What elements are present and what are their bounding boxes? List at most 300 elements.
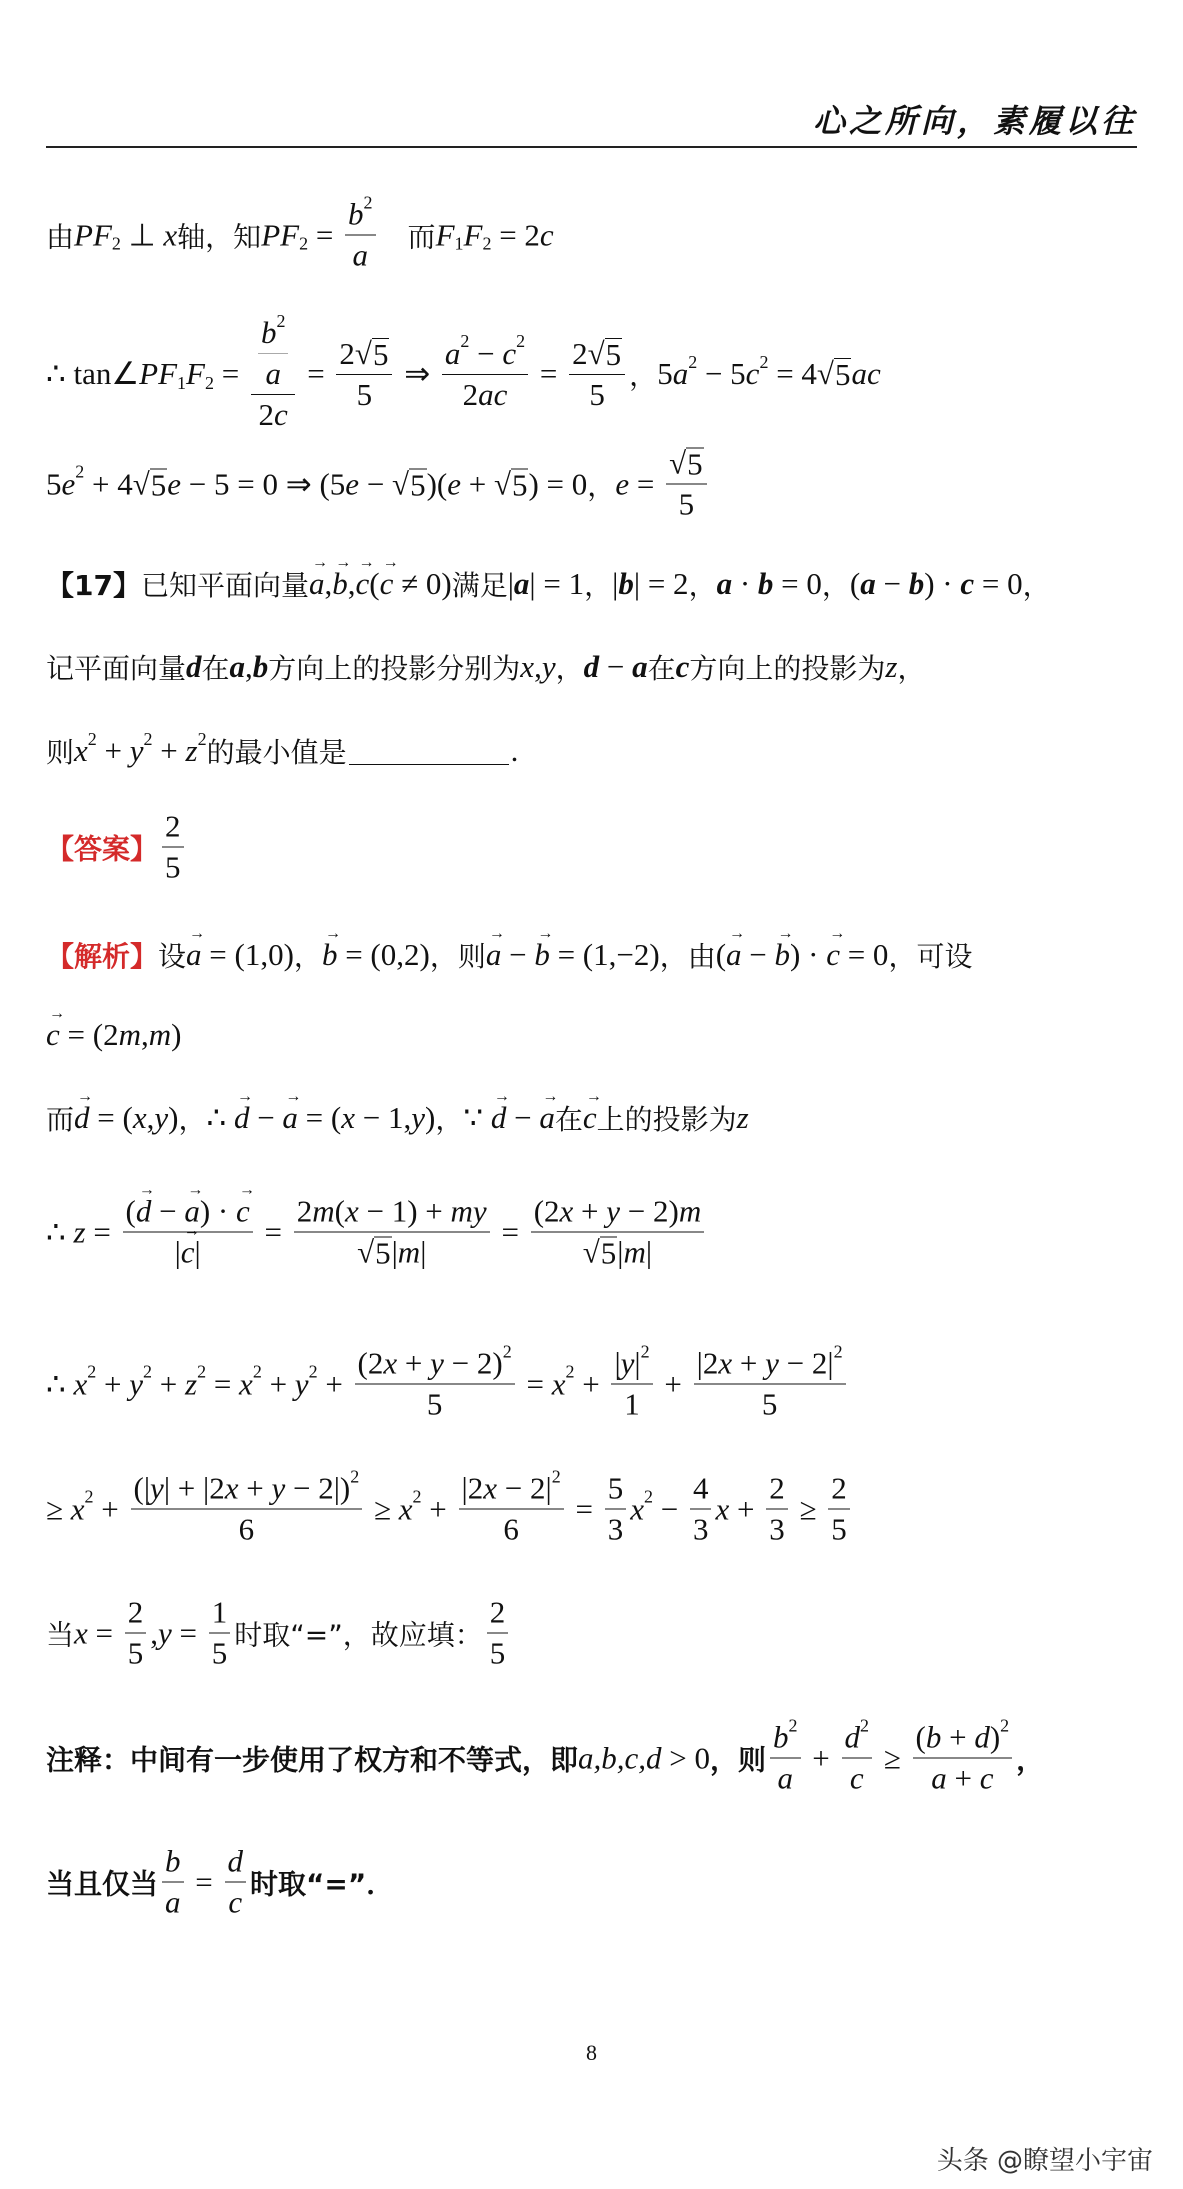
analysis-line-2 xyxy=(46,1017,181,1053)
fraction xyxy=(766,1471,788,1548)
numerator xyxy=(225,1844,247,1883)
denominator xyxy=(766,1510,788,1548)
math-var: y xyxy=(271,1470,286,1506)
math-text: | xyxy=(612,566,619,601)
math-text: 4 xyxy=(692,1470,709,1506)
math-text: 2 xyxy=(489,1594,506,1630)
text: ，由 xyxy=(659,940,716,973)
analysis-line-1 xyxy=(46,935,972,975)
question-17-line-3 xyxy=(46,728,519,771)
math-var: c xyxy=(274,397,288,432)
section-label: 【答案】 xyxy=(46,832,159,865)
fraction xyxy=(913,1715,1013,1797)
math-var: y xyxy=(158,1615,172,1650)
math-text: = 0 xyxy=(773,566,822,601)
math-var: m xyxy=(148,1017,172,1052)
text: 设 xyxy=(158,940,187,973)
math-text: + xyxy=(656,1366,690,1401)
math-vector-bold: b xyxy=(757,566,774,601)
math-var: PF xyxy=(74,217,112,252)
math-vector: → c xyxy=(181,1235,195,1271)
text: ， xyxy=(435,1103,464,1136)
math-text: 5 xyxy=(489,1635,506,1671)
math-text: = xyxy=(299,356,333,391)
text: ，则 xyxy=(429,940,486,973)
analysis-line-3 xyxy=(46,1098,749,1138)
math-text: ∴ xyxy=(46,1366,74,1401)
square-root xyxy=(355,336,390,372)
math-text: = ( xyxy=(89,1100,133,1135)
answer-blank xyxy=(349,738,509,765)
math-var: y xyxy=(129,733,144,768)
answer-line xyxy=(46,809,188,886)
math-text: + xyxy=(261,1366,295,1401)
fraction xyxy=(605,1471,627,1548)
header-motto: 心之所向，素履以往 xyxy=(812,102,1137,140)
denominator xyxy=(172,1233,204,1271)
math-text: , xyxy=(245,649,253,684)
math-text: ∴ tan∠ xyxy=(46,356,140,391)
math-vector: → c xyxy=(826,937,840,973)
math-vector: → a xyxy=(539,1100,555,1136)
math-vector-bold: a xyxy=(229,649,246,684)
math-text: 5 xyxy=(211,1635,228,1671)
numerator xyxy=(611,1341,652,1385)
math-var: m xyxy=(397,1234,421,1270)
numerator xyxy=(336,336,392,375)
math-text: ) xyxy=(171,1017,182,1052)
superscript: 2 xyxy=(833,1341,843,1361)
math-text: = xyxy=(518,1366,552,1401)
math-var: PF xyxy=(261,217,300,252)
math-var: x xyxy=(520,649,535,684)
math-text: − 2) xyxy=(443,1345,503,1381)
square-root xyxy=(392,466,427,502)
math-text: ) = 0 xyxy=(528,466,588,501)
superscript: 2 xyxy=(502,1341,512,1361)
math-var: y xyxy=(150,1470,164,1506)
fraction xyxy=(611,1341,652,1423)
math-text: − 5 xyxy=(697,356,746,391)
math-text: , xyxy=(534,649,542,684)
math-var: PF xyxy=(139,356,178,391)
text: 满足 xyxy=(451,569,508,602)
denominator xyxy=(928,1759,996,1797)
math-var: z xyxy=(184,1366,198,1401)
math-text: + xyxy=(317,1366,351,1401)
radicand: 5 xyxy=(605,336,622,372)
math-text: )( xyxy=(426,466,448,501)
math-var: x xyxy=(383,1345,398,1381)
math-text: 5 xyxy=(678,486,695,522)
analysis-line-sum xyxy=(46,1341,850,1423)
numerator xyxy=(666,446,707,485)
math-text: − 1) + xyxy=(358,1193,451,1229)
fraction xyxy=(131,1466,363,1548)
subscript: 1 xyxy=(454,233,464,254)
math-vector: → b xyxy=(332,566,348,602)
math-text: 1 xyxy=(624,1386,640,1422)
math-vector-bold: a xyxy=(513,566,530,601)
denominator xyxy=(676,485,698,523)
math-var: d xyxy=(227,1843,243,1879)
header-divider xyxy=(46,146,1137,148)
math-var: y xyxy=(430,1345,444,1381)
math-var: a xyxy=(672,356,689,391)
math-text: 5 xyxy=(356,376,373,412)
math-var: e xyxy=(167,466,182,501)
math-text: + xyxy=(460,466,494,501)
math-text: ≥ xyxy=(46,1491,71,1526)
math-vector-bold: d xyxy=(583,649,600,684)
math-text: 2 xyxy=(165,808,181,844)
math-vector: → c xyxy=(236,1194,250,1230)
math-text: ( xyxy=(125,1193,136,1229)
math-vector-bold: a xyxy=(716,566,733,601)
radical-sign: √ xyxy=(816,356,834,391)
math-text: | = 2 xyxy=(633,566,689,601)
denominator xyxy=(424,1385,446,1423)
square-root xyxy=(817,356,852,392)
math-text: = xyxy=(171,1615,205,1650)
math-text: (| xyxy=(133,1470,151,1506)
math-text: ( xyxy=(369,566,380,601)
fraction xyxy=(294,1194,490,1271)
math-var: F xyxy=(463,217,483,252)
math-text: 2 xyxy=(831,1470,847,1506)
math-text: |2 xyxy=(461,1470,484,1506)
math-text: = 0 xyxy=(974,566,1023,601)
math-vector-bold: a xyxy=(632,649,648,684)
math-var: a xyxy=(931,1760,947,1796)
math-text: ) xyxy=(168,1100,179,1135)
numerator xyxy=(770,1715,801,1759)
math-text: (2 xyxy=(533,1193,560,1229)
superscript: 2 xyxy=(460,331,470,351)
math-text: + xyxy=(729,1491,763,1526)
numerator xyxy=(569,336,625,375)
math-text: + xyxy=(397,1345,431,1381)
bold-text: 注释：中间有一步使用了权方和不等式，即 xyxy=(46,1743,579,1776)
math-vector: → b xyxy=(534,937,550,973)
math-text: = (1,0) xyxy=(201,937,294,972)
math-text: , xyxy=(146,1100,155,1135)
denominator xyxy=(262,354,284,392)
analysis-line-z xyxy=(46,1194,708,1271)
square-root xyxy=(669,446,704,482)
numerator xyxy=(209,1595,231,1634)
fraction xyxy=(225,1844,247,1921)
math-text: ⇒ xyxy=(396,356,438,391)
superscript: 2 xyxy=(350,1466,360,1486)
bold-text: 【17】 xyxy=(46,569,141,602)
math-text: 3 xyxy=(769,1511,785,1547)
math-var: m xyxy=(312,1193,335,1229)
math-text: | xyxy=(391,1234,398,1270)
text: 当 xyxy=(46,1618,75,1651)
radicand: 5 xyxy=(372,336,389,372)
superscript: 2 xyxy=(363,192,373,212)
math-var: e xyxy=(61,466,76,501)
numerator xyxy=(125,1595,147,1634)
math-text: = xyxy=(85,1214,119,1249)
math-text: , xyxy=(324,566,333,601)
math-text: · xyxy=(732,566,758,601)
text: 轴，知 xyxy=(177,220,262,253)
text: ， xyxy=(293,940,322,973)
text: ， xyxy=(584,569,613,602)
math-text: = 0 xyxy=(839,937,889,972)
math-text: = (2 xyxy=(59,1017,119,1052)
math-vector: → a xyxy=(282,1100,298,1136)
math-var: c xyxy=(849,1760,864,1796)
math-vector-bold: b xyxy=(618,566,634,601)
numerator xyxy=(487,1595,509,1634)
denominator xyxy=(847,1759,867,1797)
math-text: 3 xyxy=(607,1511,624,1547)
numerator xyxy=(842,1715,873,1759)
text: 而 xyxy=(379,220,436,253)
math-vector: → b xyxy=(322,937,338,973)
numerator xyxy=(531,1194,705,1233)
superscript: 2 xyxy=(1000,1715,1010,1735)
denominator xyxy=(621,1385,643,1423)
math-text: ) xyxy=(425,1100,436,1135)
math-text: ≠ 0) xyxy=(393,566,452,601)
text: 则 xyxy=(46,736,75,769)
math-text: 5 xyxy=(761,1386,778,1422)
denominator xyxy=(487,1634,509,1672)
math-text: = xyxy=(567,1491,601,1526)
fraction xyxy=(125,1595,147,1672)
text: 记平面向量 xyxy=(46,652,187,685)
math-var: a,b,c,d xyxy=(578,1740,662,1775)
math-vector-bold: b xyxy=(908,566,925,601)
math-vector: → d xyxy=(74,1100,90,1136)
math-var: e xyxy=(615,466,630,501)
numerator xyxy=(258,310,289,354)
math-text: + xyxy=(93,1491,127,1526)
text: ， xyxy=(555,652,584,685)
superscript: 2 xyxy=(688,351,698,372)
math-var: b xyxy=(773,1719,789,1755)
radicand: 5 xyxy=(150,467,167,503)
radical-sign: √ xyxy=(357,1234,375,1270)
math-text: ( xyxy=(334,1193,345,1229)
numerator xyxy=(251,310,296,395)
math-text: = ( xyxy=(297,1100,342,1135)
math-text: ≥ xyxy=(366,1491,399,1526)
math-text: 5 xyxy=(127,1635,144,1671)
math-var: m xyxy=(678,1193,702,1229)
note-line-1 xyxy=(46,1715,1045,1797)
superscript: 2 xyxy=(860,1715,870,1735)
text: 由 xyxy=(46,220,75,253)
math-var: F xyxy=(186,356,205,391)
subscript: 2 xyxy=(111,233,121,254)
superscript: 2 xyxy=(252,1361,262,1382)
numerator xyxy=(459,1466,564,1510)
math-text: ≥ xyxy=(876,1740,909,1775)
math-var: c xyxy=(745,356,760,391)
bold-text: 时取“=”． xyxy=(250,1867,395,1900)
math-var: x xyxy=(132,1100,147,1135)
math-text: − 5 = 0 ⇒ (5 xyxy=(181,466,346,501)
watermark: 头条 @瞭望小宇宙 xyxy=(936,2146,1153,2176)
subscript: 2 xyxy=(204,372,214,393)
superscript: 2 xyxy=(412,1486,422,1507)
superscript: 2 xyxy=(197,1361,207,1382)
numerator xyxy=(162,1844,184,1883)
math-text: |2 xyxy=(696,1345,719,1381)
math-text: , xyxy=(150,1615,159,1650)
bold-text: ，则 xyxy=(710,1743,767,1776)
math-var: b xyxy=(260,315,277,350)
math-text: + xyxy=(804,1740,838,1775)
math-var: z xyxy=(73,1214,86,1249)
radical-sign: √ xyxy=(392,466,410,501)
math-vector: → d xyxy=(234,1100,250,1136)
numerator xyxy=(294,1194,490,1233)
math-text: + xyxy=(573,1193,607,1229)
math-text: | xyxy=(507,566,514,601)
numerator xyxy=(694,1341,846,1385)
math-var: d xyxy=(844,1719,861,1755)
math-text: = (1,−2) xyxy=(549,937,660,972)
superscript: 2 xyxy=(143,728,153,749)
math-text: 5 xyxy=(607,1470,624,1506)
math-text: − xyxy=(599,649,633,684)
superscript: 2 xyxy=(276,310,286,331)
math-text: + xyxy=(574,1366,608,1401)
denominator xyxy=(759,1385,781,1423)
math-text: + xyxy=(152,733,186,768)
numerator xyxy=(355,1341,515,1385)
math-var: x xyxy=(483,1470,497,1506)
subscript: 2 xyxy=(299,233,309,254)
math-var: x xyxy=(398,1491,413,1526)
math-text: | xyxy=(614,1345,621,1381)
math-text: ≥ xyxy=(791,1491,825,1526)
text: 在 xyxy=(554,1103,583,1136)
radicand: 5 xyxy=(511,467,528,503)
solution-line-eccentricity xyxy=(46,446,711,523)
math-text: | xyxy=(617,1234,624,1270)
math-var: x xyxy=(630,1491,644,1526)
numerator xyxy=(828,1471,850,1510)
subscript: 1 xyxy=(177,372,187,393)
math-text: | xyxy=(645,1234,653,1270)
denominator xyxy=(162,1883,184,1921)
math-text: + xyxy=(96,733,130,768)
math-text: − xyxy=(741,937,775,972)
math-text: = xyxy=(532,356,566,391)
denominator xyxy=(236,1510,258,1548)
math-text: 6 xyxy=(238,1511,255,1547)
math-var: a xyxy=(444,335,461,371)
math-text: = xyxy=(256,1214,290,1249)
text: ， xyxy=(688,569,717,602)
math-text: 2 xyxy=(769,1470,785,1506)
math-var: z xyxy=(185,733,198,768)
math-var: y xyxy=(606,1193,621,1229)
math-text: | = 1 xyxy=(529,566,585,601)
square-root xyxy=(583,1235,618,1271)
math-var: x xyxy=(559,1193,574,1229)
math-text: | xyxy=(194,1234,201,1270)
math-var: x xyxy=(715,1491,730,1526)
subscript: 2 xyxy=(482,233,492,254)
math-text: > 0 xyxy=(661,1740,711,1775)
text: 在 xyxy=(201,652,230,685)
denominator xyxy=(460,375,511,413)
fraction xyxy=(258,310,289,392)
math-var: y xyxy=(765,1345,779,1381)
math-text: (2 xyxy=(357,1345,384,1381)
math-text: 5 xyxy=(46,466,62,501)
text: ， xyxy=(587,469,616,502)
denominator xyxy=(775,1759,797,1797)
math-var: b xyxy=(165,1843,181,1879)
radicand: 5 xyxy=(375,1235,391,1271)
denominator xyxy=(605,1510,627,1548)
math-text: − xyxy=(875,566,909,601)
math-var: c xyxy=(502,335,517,371)
radicand: 5 xyxy=(687,446,703,482)
math-text: = xyxy=(493,1214,527,1249)
math-text: + xyxy=(238,1470,272,1506)
math-text: ) · xyxy=(790,937,827,972)
radical-sign: √ xyxy=(493,466,511,501)
math-vector-bold: d xyxy=(186,649,202,684)
math-var: x xyxy=(70,1491,85,1526)
math-text: + xyxy=(941,1719,975,1755)
math-vector: → b xyxy=(775,937,791,973)
math-text: + 4 xyxy=(84,466,133,501)
fraction xyxy=(345,192,376,274)
radicand: 5 xyxy=(834,357,851,393)
fraction xyxy=(531,1194,705,1271)
math-var: y xyxy=(541,649,556,684)
math-text: = xyxy=(213,356,247,391)
math-text: 5 xyxy=(831,1511,847,1547)
math-text: 2 xyxy=(296,1193,313,1229)
superscript: 2 xyxy=(565,1361,575,1382)
denominator xyxy=(350,236,372,274)
fraction xyxy=(828,1471,850,1548)
math-var: m xyxy=(118,1017,141,1052)
square-root xyxy=(133,466,168,502)
math-var: z xyxy=(736,1100,749,1135)
math-var: F xyxy=(435,217,455,252)
math-text: = xyxy=(87,1615,121,1650)
math-vector: → a xyxy=(186,937,202,973)
fraction xyxy=(355,1341,515,1423)
superscript: 2 xyxy=(551,1466,561,1486)
superscript: 2 xyxy=(87,1361,97,1382)
math-text: − xyxy=(501,937,535,972)
math-text: 5 xyxy=(657,356,673,391)
numerator xyxy=(131,1466,363,1510)
denominator xyxy=(209,1634,231,1672)
math-text: 2 xyxy=(572,335,588,371)
math-text: 5 xyxy=(426,1386,443,1422)
fraction xyxy=(336,336,392,413)
text: 已知平面向量 xyxy=(140,569,309,602)
fraction xyxy=(770,1715,801,1797)
superscript: 2 xyxy=(197,728,207,749)
math-text: + xyxy=(96,1366,130,1401)
